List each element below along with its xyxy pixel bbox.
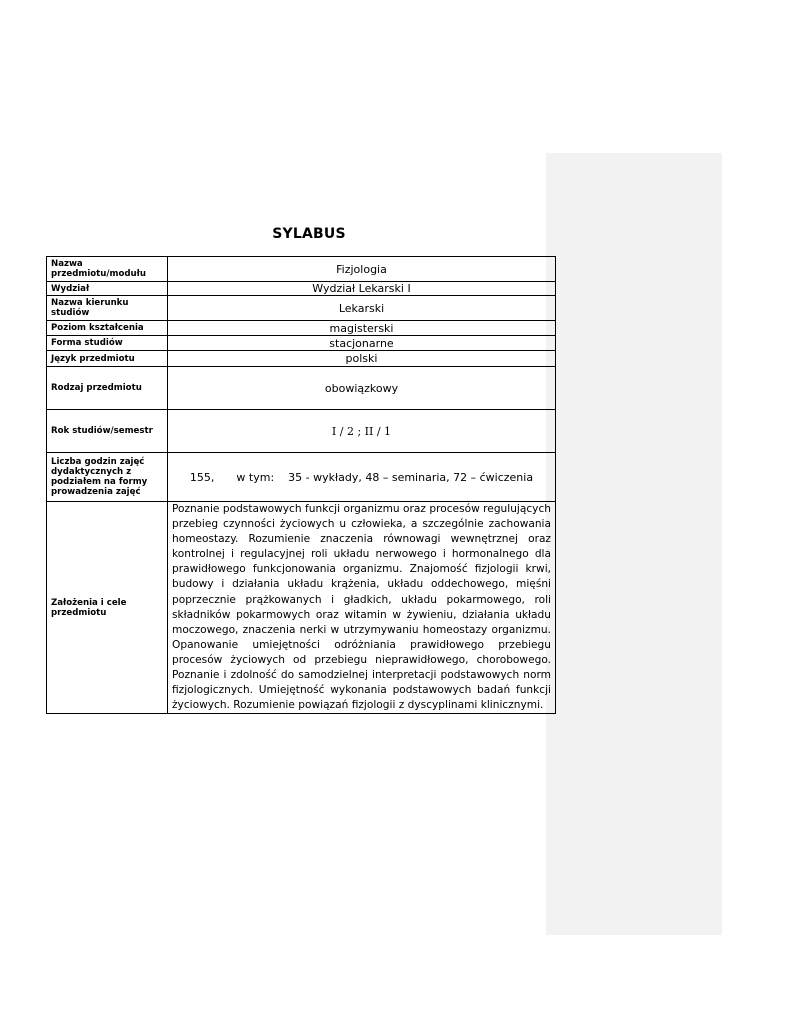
table-row — [47, 410, 556, 453]
row-label: Nazwa przedmiotu/modułu — [47, 257, 168, 282]
table-row — [47, 336, 556, 351]
row-value: Wydział Lekarski I — [168, 282, 556, 296]
table-row — [47, 282, 556, 296]
hours-prefix: w tym: — [236, 470, 275, 484]
document-title: SYLABUS — [272, 226, 346, 242]
table-row — [47, 257, 556, 282]
table-row — [47, 502, 556, 714]
table-row — [47, 453, 556, 502]
row-label: Poziom kształcenia — [47, 321, 168, 336]
hours-value — [168, 453, 556, 502]
table-row — [47, 367, 556, 410]
comment-pane — [546, 153, 722, 935]
row-value: magisterski — [168, 321, 556, 336]
table-row — [47, 321, 556, 336]
row-value: Fizjologia — [168, 257, 556, 282]
row-value: polski — [168, 351, 556, 367]
hours-breakdown: 35 - wykłady, 48 – seminaria, 72 – ćwiczenia — [288, 470, 534, 484]
table-row — [47, 351, 556, 367]
table-row — [47, 296, 556, 321]
row-label: Wydział — [47, 282, 168, 296]
row-value: I / 2 ; II / 1 — [168, 410, 556, 453]
row-label: Rok studiów/semestr — [47, 410, 168, 453]
row-label: Język przedmiotu — [47, 351, 168, 367]
goals-label: Założenia i cele przedmiotu — [47, 502, 168, 714]
row-label: Rodzaj przedmiotu — [47, 367, 168, 410]
row-label: Nazwa kierunku studiów — [47, 296, 168, 321]
row-value: Lekarski — [168, 296, 556, 321]
row-value: stacjonarne — [168, 336, 556, 351]
row-label: Forma studiów — [47, 336, 168, 351]
syllabus-table — [46, 256, 556, 714]
hours-label: Liczba godzin zajęć dydaktycznych z podziałem na formy prowadzenia zajęć — [47, 453, 168, 502]
goals-text: Poznanie podstawowych funkcji organizmu oraz procesów regulujących przebieg czynności życiowych u człowieka, a szczególnie zachowania homeostazy. Rozumienie znaczenia równowagi wewnętrznej oraz kontrolnej i regulacyjnej roli układu nerwowego i hormonalnego dla prawidłowego funkcjonowania organizmu. Znajomość fizjologii krwi, budowy i działania układu krążenia, układu oddechowego, mięśni poprzecznie prążkowanych i gładkich, układu pokarmowego, roli składników pokarmowych oraz witamin w żywieniu, działania układu moczowego, znaczenia nerki w utrzymywaniu homeostazy organizmu. Opanowanie umiejętności odróżniania prawidłowego przebiegu procesów życiowych od przebiegu nieprawidłowego, chorobowego. Poznanie i zdolność do samodzielnej interpretacji podstawowych norm fizjologicznych. Umiejętność wykonania podstawowych badań funkcji życiowych. Rozumienie powiązań fizjologii z dyscyplinami klinicznymi. — [168, 502, 556, 714]
hours-total: 155, — [189, 470, 215, 484]
row-value: obowiązkowy — [168, 367, 556, 410]
